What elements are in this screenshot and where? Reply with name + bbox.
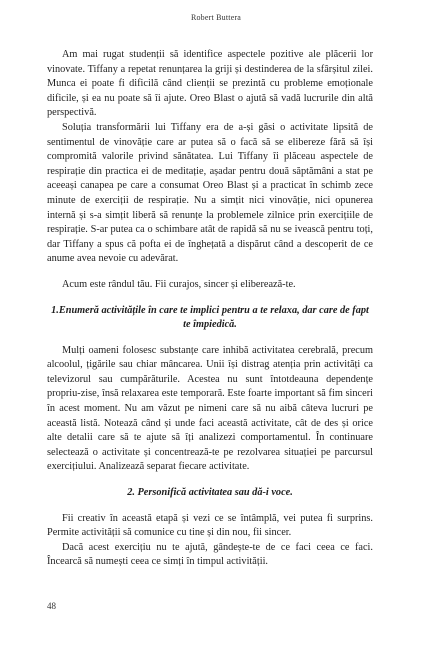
paragraph-5: Dacă acest exercițiu nu te ajută, gândește-te de ce faci ceea ce faci. Încearcă să numești ceea ce simți în timpul activității. <box>47 541 373 568</box>
exercise-heading-2: 2. Personifică activitatea sau dă-i voce. <box>127 487 293 499</box>
paragraph-2: Soluția transformării lui Tiffany era de a-și găsi o activitate lipsită de sentimentul de vinovăție care ar putea să o facă să se elibereze fără să își compromită valorile privind sănătatea. Lui Tiffany îi plăceau aspectele de respirație din practica ei de meditație, așadar pentru două săptămâni a stat pe aceeași canapea pe care a consumat Oreo Blast și a practicat în schimb zece minute de exerciții de respirație. Nu a simțit nici vinovăție, nici opunerea internă și s-a simțit liberă să renunțe la problemele zilnice prin exercițiile de respirație. S-ar putea ca o schimbare atât de rapidă să nu se ivească pentru toți, dar Tiffany a spus că pofta ei de înghețată a dispărut când a descoperit de ce anume avea nevoie cu adevărat. <box>47 121 373 265</box>
page-number: 48 <box>47 601 56 611</box>
paragraph-3: Mulți oameni folosesc substanțe care inhibă activitatea cerebrală, precum alcoolul, țigările sau chiar mâncarea. Unii își distrag atenția prin activități ca televizorul sau cumpărăturile. Acestea nu sunt întotdeauna dependențe propriu-zise, însă relaxarea este temporară. Este foarte important să fim sinceri în acest moment. Nu am văzut pe nimeni care să nu aibă câteva lucruri pe această listă. Notează când și unde faci această activitate, cât de des și orice alte detalii care să te ajute să îți analizezi comportamentul. În continuare selectează o activitate și concentrează-te pe rezolvarea situației pe parcursul exercițiului. Analizează separat fiecare activitate. <box>47 344 373 473</box>
call-to-action: Acum este rândul tău. Fii curajos, sincer și eliberează-te. <box>62 278 296 290</box>
running-head: Robert Buttera <box>190 13 242 22</box>
paragraph-4: Fii creativ în această etapă și vezi ce se întâmplă, vei putea fi surprins. Permite activității să comunice cu tine și din nou, fii sincer. <box>47 512 373 539</box>
page-body <box>47 48 373 570</box>
exercise-heading-1: 1.Enumeră activitățile în care te implici pentru a te relaxa, dar care de fapt te împiedică. <box>51 304 369 331</box>
paragraph-1: Am mai rugat studenții să identifice aspectele pozitive ale plăcerii lor vinovate. Tiffany a repetat renunțarea la griji și destinderea de la sfârșitul zilei. Munca ei poate fi dificilă când clienții se prezintă cu probleme emoționale dificile, și ea nu poate să îi ajute. Oreo Blast o ajută să vadă lucrurile din altă perspectivă. <box>47 49 373 119</box>
